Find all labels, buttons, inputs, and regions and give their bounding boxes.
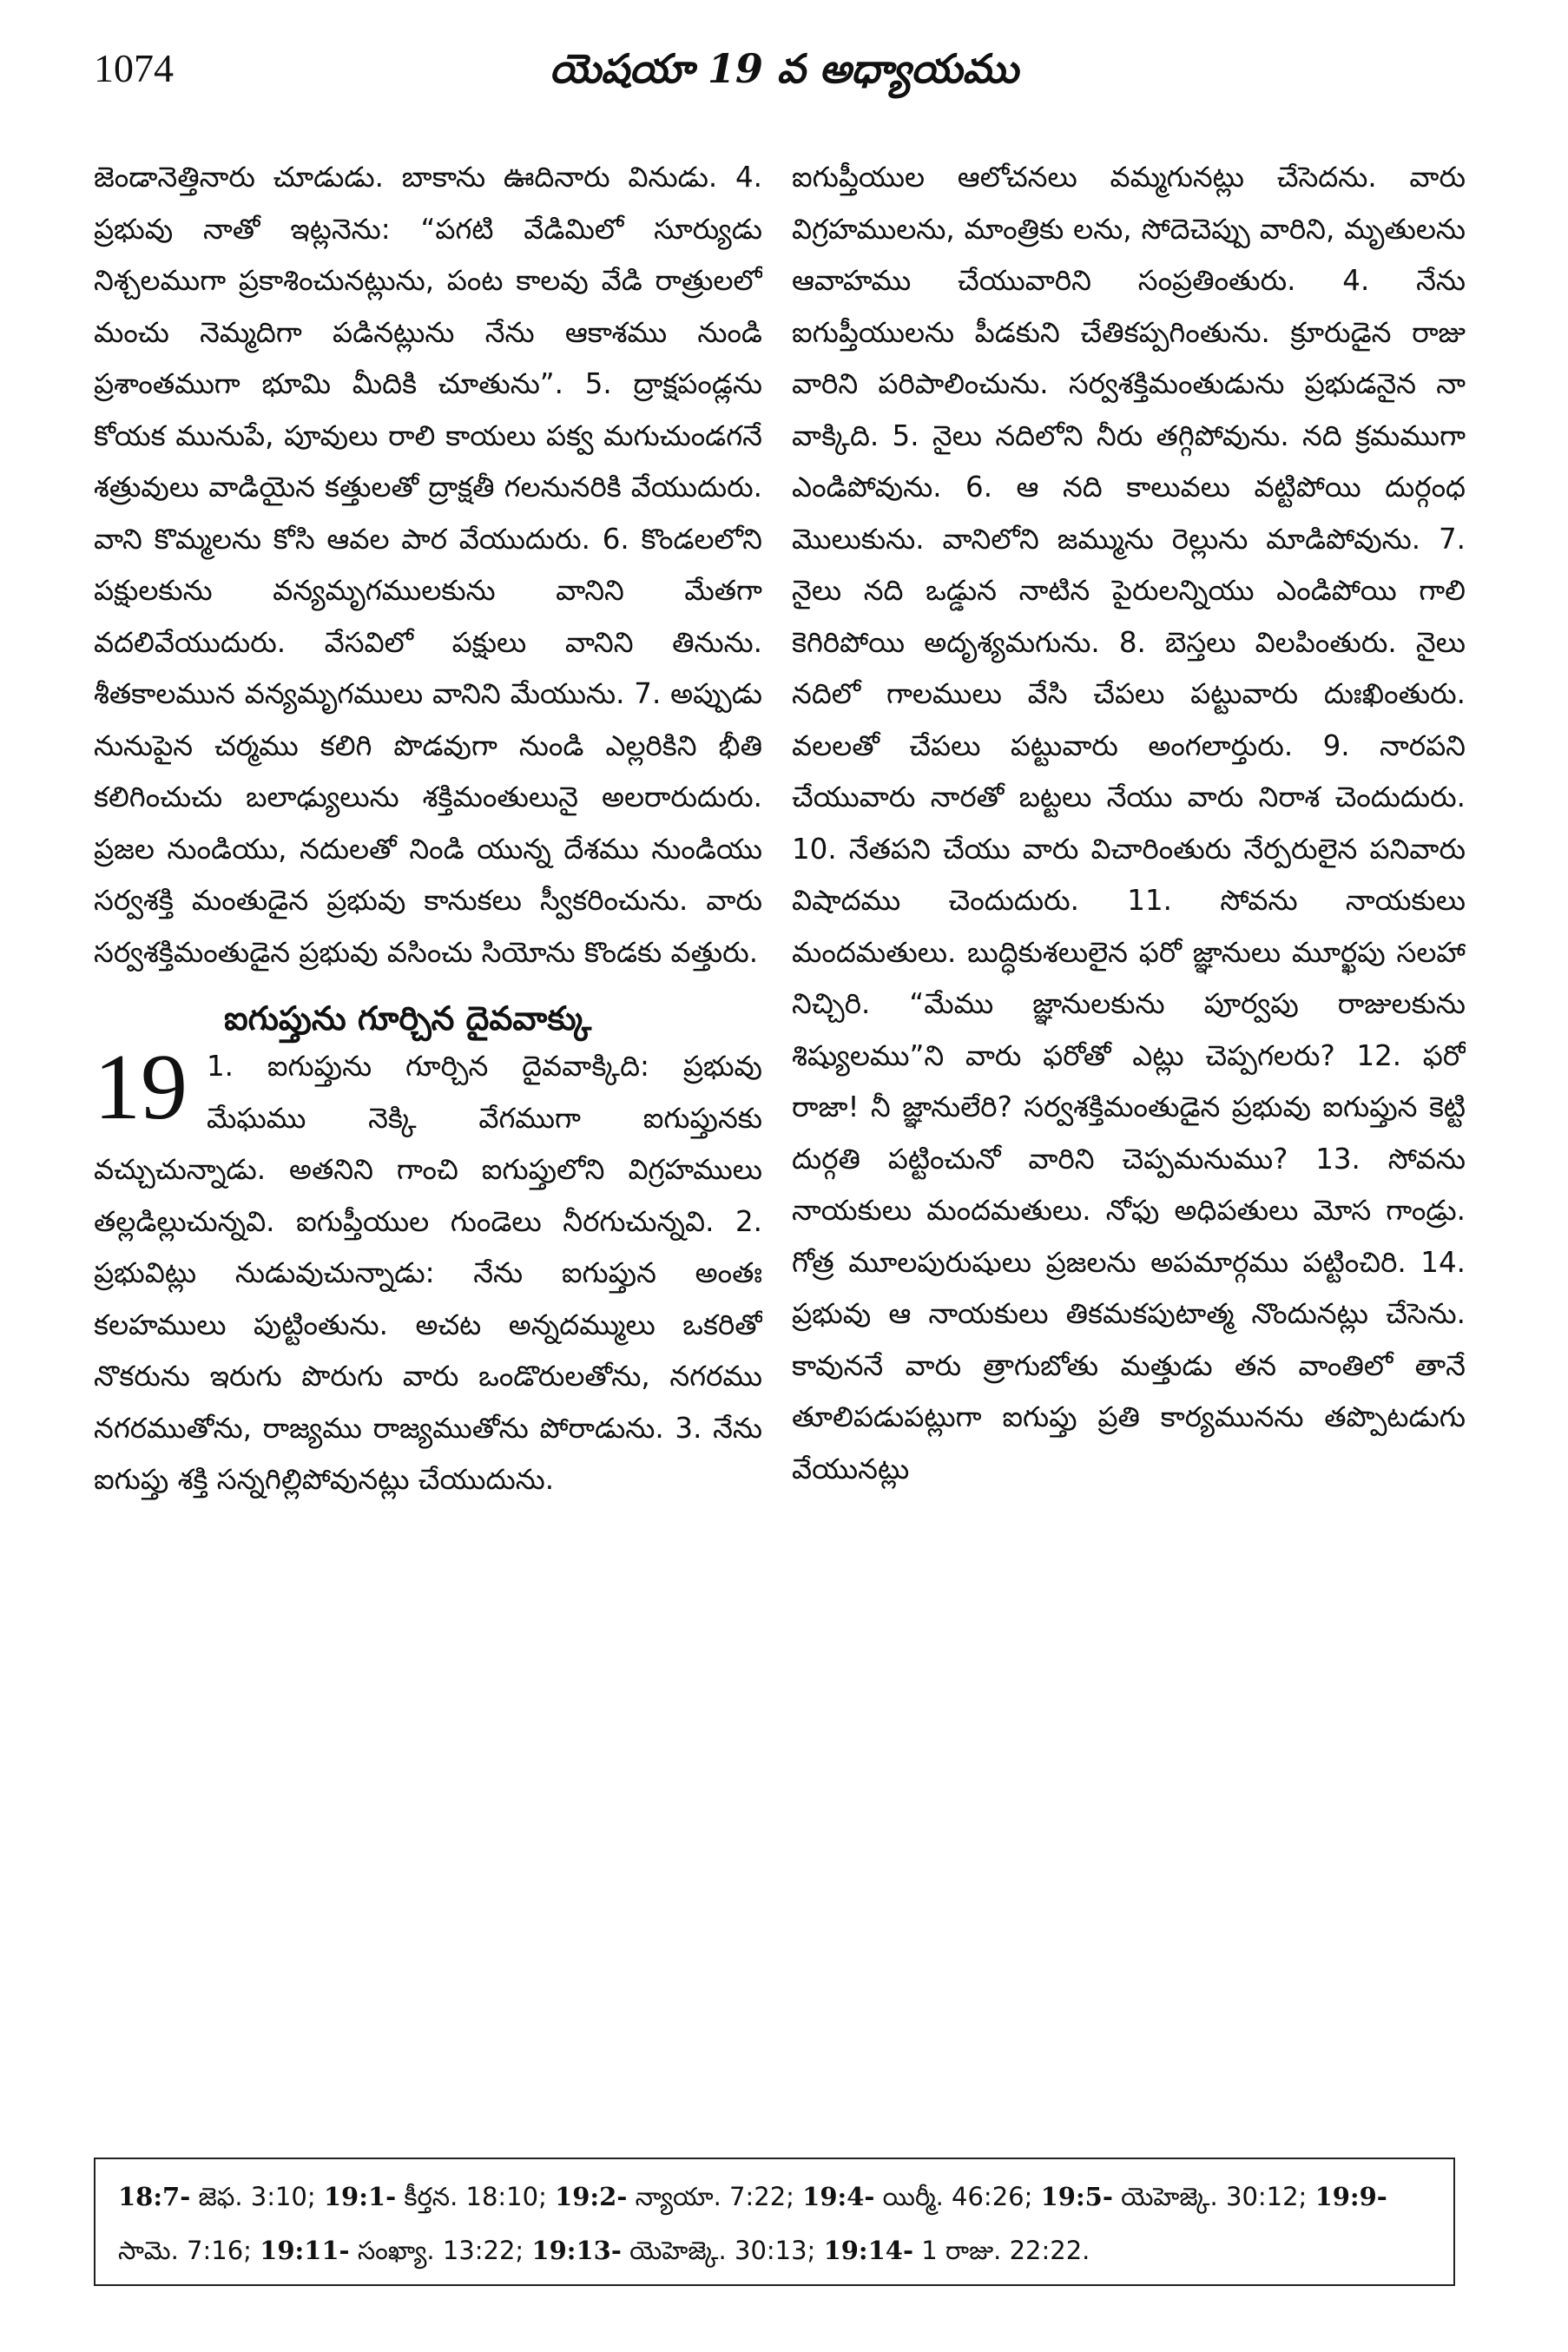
cross-ref-label: 19:9- <box>1314 2182 1387 2211</box>
body-paragraph: 1. ఐగుప్తును గూర్చిన దైవవాక్కిది: ప్రభువు మేఘము నెక్కి వేగముగా ఐగుప్తునకు వచ్చుచున్నాడు. అతనిని గాంచి ఐగుప్తులోని విగ్రహములు తల్లడిల్లుచున్నవి. ఐగుప్తీయుల గుండెలు నీరగుచున్నవి. 2. ప్రభువిట్లు నుడువుచున్నాడు: నేను ఐగుప్తున అంతః కలహములు పుట్టింతును. అచట అన్నదమ్ములు ఒకరితో నొకరును ఇరుగు పొరుగు వారు ఒండొరులతోను, నగరము నగరముతోను, రాజ్యము రాజ్యముతోను పోరాడును. 3. నేను ఐగుప్తు శక్తి సన్నగిల్లిపోవునట్లు చేయుదును. <box>94 1050 762 1496</box>
cross-ref-label: 19:1- <box>323 2182 397 2211</box>
cross-ref-label: 19:14- <box>823 2236 914 2265</box>
cross-ref-text: యెహెజ్కె. 30:13; <box>621 2236 824 2265</box>
page-number: 1074 <box>94 46 174 90</box>
right-column <box>792 152 1466 2071</box>
left-column <box>94 152 762 2071</box>
page-header <box>94 45 1474 106</box>
cross-ref-text: సామె. 7:16; <box>118 2236 260 2265</box>
cross-ref-label: 19:11- <box>260 2236 350 2265</box>
cross-ref-label: 19:5- <box>1040 2182 1113 2211</box>
cross-ref-text: యిర్మీ. 46:26; <box>874 2182 1041 2211</box>
cross-ref-text: జెఫ. 3:10; <box>190 2182 324 2211</box>
body-paragraph: జెండానెత్తినారు చూడుడు. బాకాను ఊదినారు వినుడు. 4. ప్రభువు నాతో ఇట్లనెను: “పగటి వేడిమిలో సూర్యుడు నిశ్చలముగా ప్రకాశించునట్లును, పంట కాలవు వేడి రాత్రులలో మంచు నెమ్మదిగా పడినట్లును నేను ఆకాశము నుండి ప్రశాంతముగా భూమి మీదికి చూతును”. 5. ద్రాక్షపండ్లను కోయక మునుపే, పూవులు రాలి కాయలు పక్వ మగుచుండగనే శత్రువులు వాడియైన కత్తులతో ద్రాక్షతీ గలనునరికి వేయుదురు. వాని కొమ్మలను కోసి ఆవల పార వేయుదురు. 6. కొండలలోని పక్షులకును వన్యమృగములకును వానిని మేతగా వదలివేయుదురు. వేసవిలో పక్షులు వానిని తినును. శీతకాలమున వన్యమృగములు వానిని మేయును. 7. అప్పుడు నునుపైన చర్మము కలిగి పొడవుగా నుండి ఎల్లరికిని భీతి కలిగించుచు బలాఢ్యులును శక్తిమంతులునై అలరారుదురు. ప్రజల నుండియు, నదులతో నిండి యున్న దేశము నుండియు సర్వశక్తి మంతుడైన ప్రభువు కానుకలు స్వీకరించును. వారు సర్వశక్తిమంతుడైన ప్రభువు వసించు సియోను కొండకు వత్తురు. <box>94 161 762 969</box>
cross-references <box>118 2170 1431 2277</box>
cross-ref-label: 19:4- <box>802 2182 875 2211</box>
section-heading: ఐగుప్తును గూర్చిన దైవవాక్కు <box>224 999 592 1038</box>
cross-ref-label: 19:13- <box>531 2236 622 2265</box>
cross-references-box <box>94 2158 1455 2286</box>
cross-ref-label: 19:2- <box>555 2182 628 2211</box>
running-title: యెషయా 19 వ అధ్యాయము <box>549 45 1019 92</box>
body-paragraph: ఐగుప్తీయుల ఆలోచనలు వమ్మగునట్లు చేసెదను. వారు విగ్రహములను, మాంత్రికు లను, సోదెచెప్పు వారిని, మృతులను ఆవాహము చేయువారిని సంప్రతింతురు. 4. నేను ఐగుప్తీయులను పీడకుని చేతికప్పగింతును. క్రూరుడైన రాజు వారిని పరిపాలించును. సర్వశక్తిమంతుడును ప్రభుడనైన నా వాక్కిది. 5. నైలు నదిలోని నీరు తగ్గిపోవును. నది క్రమముగా ఎండిపోవును. 6. ఆ నది కాలువలు వట్టిపోయి దుర్గంధ మొలుకును. వానిలోని జమ్మును రెల్లును మాడిపోవును. 7. నైలు నది ఒడ్డున నాటిన పైరులన్నియు ఎండిపోయి గాలి కెగిరిపోయి అదృశ్యమగును. 8. బెస్తలు విలపింతురు. నైలు నదిలో గాలములు వేసి చేపలు పట్టువారు దుఃఖింతురు. వలలతో చేపలు పట్టువారు అంగలార్తురు. 9. నారపని చేయువారు నారతో బట్టలు నేయు వారు నిరాశ చెందుదురు. 10. నేతపని చేయు వారు విచారింతురు నేర్పరులైన పనివారు విషాదము చెందుదురు. 11. సోవను నాయకులు మందమతులు. బుద్ధికుశలులైన ఫరో జ్ఞానులు మూర్ఖపు సలహా నిచ్చిరి. “మేము జ్ఞానులకును పూర్వపు రాజులకును శిష్యులము”ని వారు ఫరోతో ఎట్లు చెప్పగలరు? 12. ఫరో రాజా! నీ జ్ఞానులేరి? సర్వశక్తిమంతుడైన ప్రభువు ఐగుప్తున కెట్టి దుర్గతి పట్టించునో వారిని చెప్పమనుము? 13. సోవను నాయకులు మందమతులు. నోఫు అధిపతులు మోస గాండ్రు. గోత్ర మూలపురుషులు ప్రజలను అపమార్గము పట్టించిరి. 14. ప్రభువు ఆ నాయకులు తికమకపుటాత్మ నొందునట్లు చేసెను. కావుననే వారు త్రాగుబోతు మత్తుడు తన వాంతిలో తానే తూలిపడుపట్లుగా ఐగుప్తు ప్రతి కార్యమునను తప్పొటడుగు వేయునట్లు <box>792 161 1466 1486</box>
cross-ref-label: 18:7- <box>118 2182 191 2211</box>
chapter-block <box>94 1036 762 1506</box>
cross-ref-text: సంఖ్యా. 13:22; <box>349 2236 532 2265</box>
chapter-number: 19 <box>94 1036 188 1139</box>
cross-ref-text: యెహెజ్కె. 30:12; <box>1112 2182 1315 2211</box>
cross-ref-text: న్యాయా. 7:22; <box>627 2182 803 2211</box>
cross-ref-text: 1 రాజు. 22:22. <box>913 2236 1090 2265</box>
cross-ref-text: కీర్తన. 18:10; <box>396 2182 556 2211</box>
